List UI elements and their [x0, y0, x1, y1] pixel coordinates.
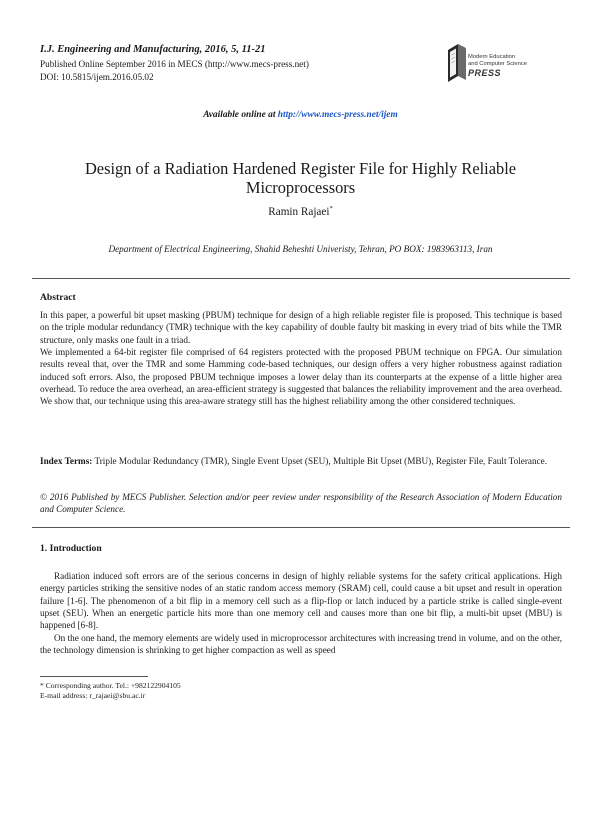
paper-title: Design of a Radiation Hardened Register File for Highly Reliable Microprocessors [84, 159, 517, 197]
corresponding-mark: * [329, 205, 333, 212]
mecs-press-logo [446, 38, 550, 88]
logo-line-2: and Computer Science [468, 61, 527, 67]
journal-url-link[interactable]: http://www.mecs-press.net/ijem [277, 110, 398, 120]
logo-line-1: Modern Education [468, 54, 516, 60]
author-line [0, 205, 601, 218]
index-terms [40, 455, 562, 467]
abstract-body [40, 309, 562, 408]
author-name: Ramin Rajaei [268, 206, 330, 218]
doi-line: DOI: 10.5815/ijem.2016.05.02 [40, 72, 154, 82]
middle-divider [32, 527, 570, 528]
footnote-divider [40, 676, 148, 677]
logo-press: PRESS [468, 68, 502, 78]
introduction-heading: 1. Introduction [40, 543, 102, 554]
abstract-heading: Abstract [40, 292, 76, 303]
index-terms-label: Index Terms: [40, 456, 93, 466]
published-online-line: Published Online September 2016 in MECS (http://www.mecs-press.net) [40, 59, 309, 69]
intro-paragraph-2: On the one hand, the memory elements are widely used in microprocessor architectures with increasing trend in volume, and on the other, the technology dimension is shrinking to get higher compaction as well as speed [40, 632, 562, 656]
abstract-paragraph-1: In this paper, a powerful bit upset masking (PBUM) technique for design of a high reliable register file is proposed. This technique is based on the triple modular redundancy (TMR) technique with the key capability of double faulty bit masking in every triad of bits while the TMR structure, only masks one fault in a triad. [40, 310, 562, 345]
footnote-corresponding-author: * Corresponding author. Tel.: +982122904105 [40, 681, 181, 690]
journal-citation: I.J. Engineering and Manufacturing, 2016, 5, 11-21 [40, 44, 266, 55]
introduction-body [40, 570, 562, 656]
abstract-paragraph-2: We implemented a 64-bit register file comprised of 64 registers protected with the proposed PBUM technique on FPGA. Our simulation results reveal that, over the TMR and some Hamming code-based techniques, our design offers a very higher robustness against radiation induced soft errors. Also, the proposed PBUM technique imposes a lower delay than its counterparts at the expense of a little higher area overhead. To reduce the area overhead, an area-efficient strategy is suggested that balances the reliability improvement and the area overhead. We show that, our technique using this area-aware strategy still has the highest reliability among the other considered techniques. [40, 347, 562, 407]
top-divider [32, 278, 570, 279]
author-affiliation: Department of Electrical Engineerimg, Shahid Beheshti Univeristy, Tehran, PO BOX: 1983963113, Iran [108, 244, 493, 254]
footnote-email: E-mail address: r_rajaei@sbu.ac.ir [40, 691, 146, 700]
available-online-label: Available online at [203, 110, 278, 120]
copyright-notice: © 2016 Published by MECS Publisher. Selection and/or peer review under responsibility of the Research Association of Modern Education and Computer Science. [40, 492, 562, 515]
index-terms-text: Triple Modular Redundancy (TMR), Single Event Upset (SEU), Multiple Bit Upset (MBU), Register File, Fault Tolerance. [92, 456, 548, 466]
available-online [0, 110, 601, 120]
book-stack-icon [446, 42, 468, 84]
intro-paragraph-1: Radiation induced soft errors are of the serious concerns in design of highly reliable systems for the safety critical applications. High energy particles striking the sensitive nodes of an static random access memory (SRAM) cell, could cause a bit upset and result in operation failure [1-6]. The phenomenon of a bit flip in a memory cell such as a flip-flop or latch induced by a particle strike is called single-event upset (SEU). When an energetic particle hits more than one memory cell and causes more than one bit flip, a multi-bit upset (MBU) is happened [6-8]. [40, 571, 562, 631]
